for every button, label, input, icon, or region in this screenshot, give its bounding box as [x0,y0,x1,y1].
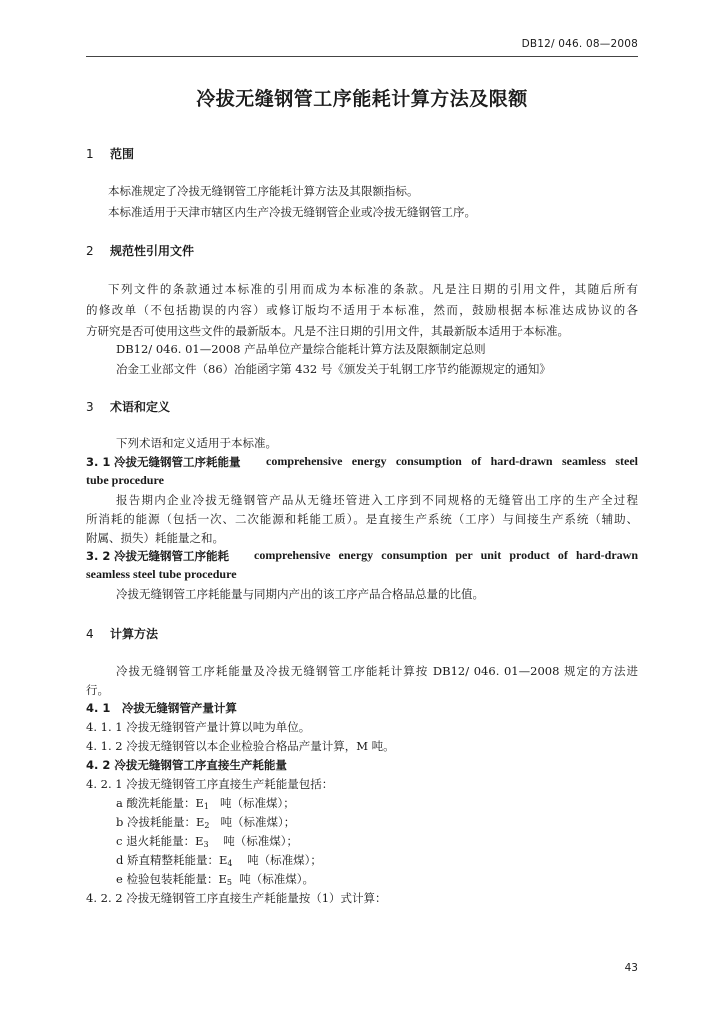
term-3-2-number: 3. 2 [86,549,111,563]
energy-item-b-label: b 冷拔耗能量：E [116,815,205,829]
energy-item-a [116,795,295,811]
section-4-intro-b: 行。 [86,683,109,697]
section-4-title: 计算方法 [110,627,159,641]
section-4-heading [86,625,158,642]
term-3-1-heading [86,454,638,470]
page-title: 冷拔无缝钢管工序能耗计算方法及限额 [196,88,528,110]
section-1-number: 1 [86,147,94,161]
clause-4-2-2: 4. 2. 2 冷拔无缝钢管工序直接生产耗能量按（1）式计算： [86,891,387,905]
section-2-heading [86,242,194,259]
energy-item-a-unit: 吨（标准煤）； [219,796,295,810]
term-3-2-heading [86,548,638,564]
section-1-title: 范围 [110,147,135,161]
energy-item-e-unit: 吨（标准煤）。 [239,872,315,886]
energy-item-d-unit: 吨（标准煤）； [247,853,322,867]
term-3-1-cn: 冷拔无缝钢管工序耗能量 [114,455,241,469]
section-2-line-2: 的修改单（不包括勘误的内容）或修订版均不适用于本标准，然而，鼓励根据本标准达成协议的各 [86,303,638,317]
page-number: 43 [624,962,638,974]
term-3-1-en-a: comprehensive energy consumption of hard-drawn seamless steel [266,454,638,468]
section-1-line-2: 本标准适用于天津市辖区内生产冷拔无缝钢管企业或冷拔无缝钢管工序。 [108,205,476,219]
section-2-line-3: 方研究是否可使用这些文件的最新版本。凡是不注日期的引用文件，其最新版本适用于本标准。 [86,324,569,338]
term-3-2-line: 冷拔无缝钢管工序耗能量与同期内产出的该工序产品合格品总量的比值。 [116,587,484,601]
energy-item-c [116,833,298,849]
reference-1: DB12/ 046. 01—2008 产品单位产量综合能耗计算方法及限额制定总则 [116,342,486,356]
section-3-title: 术语和定义 [110,400,171,414]
clause-4-1-1: 4. 1. 1 冷拔无缝钢管产量计算以吨为单位。 [86,720,311,734]
energy-item-a-sub: 1 [203,802,209,811]
subsection-4-2-heading: 4. 2 冷拔无缝钢管工序直接生产耗能量 [86,758,287,772]
energy-item-e-sub: 5 [226,878,232,887]
clause-4-1-2: 4. 1. 2 冷拔无缝钢管以本企业检验合格品产量计算，M 吨。 [86,739,395,753]
term-3-1-number: 3. 1 [86,455,111,469]
energy-item-e-label: e 检验包装耗能量：E [116,872,227,886]
term-3-1-en-b: tube procedure [86,473,164,487]
section-3-heading [86,398,170,415]
term-3-1-line-2: 所消耗的能源（包括一次、二次能源和耗能工质）。是直接生产系统（工序）与间接生产系统（辅助、 [86,512,638,526]
header-rule [86,56,638,57]
term-3-2-en-a: comprehensive energy consumption per unit product of hard-drawn [254,548,638,562]
term-3-1-line-1: 报告期内企业冷拔无缝钢管产品从无缝坯管进入工序到不同规格的无缝管出工序的生产全过程 [116,493,638,507]
term-3-2-en-b: seamless steel tube procedure [86,567,237,581]
reference-2: 冶金工业部文件（86）冶能函字第 432 号《颁发关于轧钢工序节约能源规定的通知》 [116,362,551,376]
section-2-title: 规范性引用文件 [110,244,195,258]
energy-item-d-sub: 4 [227,859,233,868]
energy-item-c-sub: 3 [203,840,209,849]
section-3-number: 3 [86,400,94,414]
energy-item-e [116,871,314,887]
section-4-number: 4 [86,627,94,641]
section-4-intro-a: 冷拔无缝钢管工序耗能量及冷拔无缝钢管工序能耗计算按 DB12/ 046. 01—2008 规定的方法进 [116,664,638,678]
clause-4-2-1: 4. 2. 1 冷拔无缝钢管工序直接生产耗能量包括： [86,777,334,791]
subsection-4-1-heading: 4. 1 冷拔无缝钢管产量计算 [86,701,237,715]
energy-item-b-unit: 吨（标准煤）； [220,815,296,829]
section-3-intro: 下列术语和定义适用于本标准。 [116,436,277,450]
energy-item-c-unit: 吨（标准煤）； [223,834,298,848]
term-3-2-cn: 冷拔无缝钢管工序能耗 [114,549,230,563]
energy-item-d [116,852,322,868]
section-2-number: 2 [86,244,94,258]
section-2-line-1: 下列文件的条款通过本标准的引用而成为本标准的条款。凡是注日期的引用文件，其随后所有 [108,282,638,296]
energy-item-b [116,814,295,830]
energy-item-a-label: a 酸洗耗能量：E [116,796,204,810]
energy-item-d-label: d 矫直精整耗能量：E [116,853,228,867]
section-1-heading [86,145,134,162]
standard-code: DB12/ 046. 08—2008 [521,38,638,50]
term-3-1-line-3: 附属、损失）耗能量之和。 [86,531,224,545]
energy-item-c-label: c 退火耗能量：E [116,834,204,848]
energy-item-b-sub: 2 [204,821,210,830]
section-1-line-1: 本标准规定了冷拔无缝钢管工序能耗计算方法及其限额指标。 [108,184,419,198]
